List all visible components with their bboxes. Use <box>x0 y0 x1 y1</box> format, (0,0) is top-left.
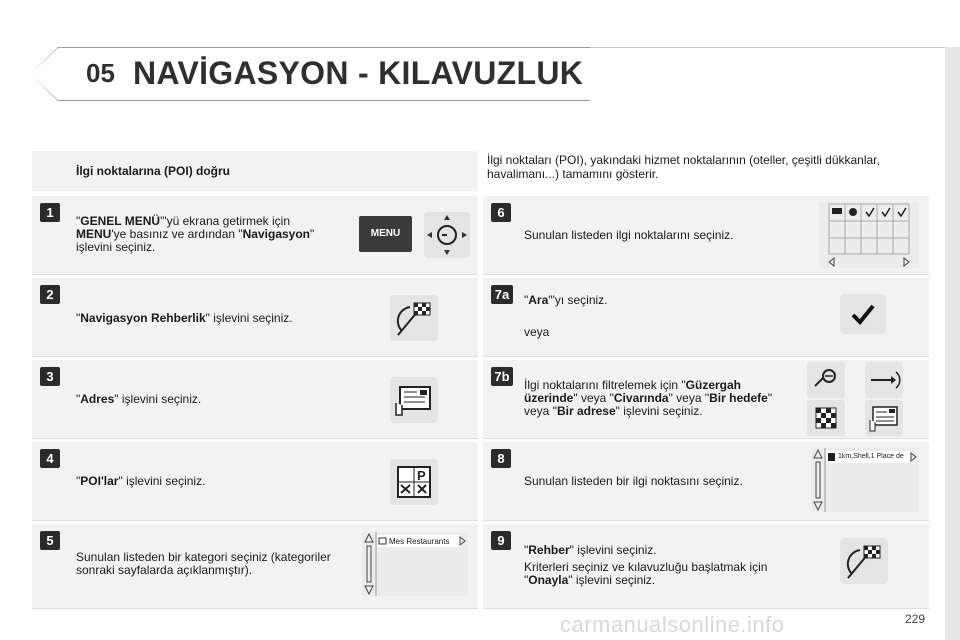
step-3 <box>32 360 478 439</box>
step-number: 5 <box>40 531 60 550</box>
step-2 <box>32 278 478 357</box>
step-text: Sunulan listeden ilgi noktalarını seçiniz. <box>524 228 734 242</box>
step-text: Sunulan listeden bir ilgi noktasını seçiniz. <box>524 474 743 488</box>
nearby-flag-icon <box>807 400 845 436</box>
category-item: Mes Restaurants <box>389 537 450 546</box>
poi-list-item: 1km,Shell,1 Place de <box>838 453 904 460</box>
checkmark-icon <box>840 294 886 334</box>
step-text: "Rehber" işlevini seçiniz. <box>524 543 657 557</box>
step-text: İlgi noktalarını filtrelemek için "Güzergah üzerinde" veya "Civarında" veya "Bir hedefe" veya "Bir adrese" işlevini seçiniz. <box>524 378 773 418</box>
header-rule <box>590 47 945 48</box>
poi-grid-screen <box>819 202 919 268</box>
chapter-number: 05 <box>86 58 115 88</box>
step-extra-text: Kriterleri seçiniz ve kılavuzluğu başlatmak için "Onayla" işlevini seçiniz. <box>524 560 768 587</box>
or-text: veya <box>524 325 550 339</box>
step-5 <box>32 524 478 609</box>
step-9 <box>483 524 929 609</box>
step-text: "Ara"'yı seçiniz. <box>524 293 608 307</box>
address-icon <box>865 400 903 436</box>
page-edge-strip <box>945 47 960 640</box>
step-number: 3 <box>40 367 60 386</box>
on-route-icon <box>807 362 845 398</box>
guidance-flag-icon <box>840 538 888 584</box>
step-number: 9 <box>491 531 511 550</box>
guidance-flag-icon <box>390 295 438 341</box>
step-1 <box>32 196 478 275</box>
step-text: Sunulan listeden bir kategori seçiniz (kategoriler sonraki sayfalarda açıklanmıştır). <box>76 550 331 577</box>
step-7a <box>483 278 929 357</box>
step-4 <box>32 442 478 521</box>
step-text: "POI'lar" işlevini seçiniz. <box>76 474 206 488</box>
step-number: 2 <box>40 285 60 304</box>
poi-description: İlgi noktaları (POI), yakındaki hizmet noktalarının (oteller, çeşitli dükkanlar, havalimanı...) tamamını gösterir. <box>487 153 880 181</box>
address-keyboard-icon <box>390 377 438 423</box>
step-6 <box>483 196 929 275</box>
destination-arrow-icon <box>865 362 903 398</box>
step-number: 6 <box>491 203 511 222</box>
svg-text:P: P <box>417 468 426 483</box>
step-number: 8 <box>491 449 511 468</box>
page-title: NAVİGASYON - KILAVUZLUK <box>133 55 584 91</box>
step-number: 7b <box>491 367 513 386</box>
poi-icon <box>390 459 438 505</box>
joystick-icon <box>424 212 470 258</box>
page-number: 229 <box>905 612 926 626</box>
step-7b <box>483 360 929 439</box>
poi-heading: İlgi noktalarına (POI) doğru <box>76 164 231 178</box>
poi-list-screen <box>811 448 919 512</box>
step-text: "GENEL MENÜ"'yü ekrana getirmek için MENU'ye basınız ve ardından "Navigasyon" işlevini seçiniz. <box>76 214 315 254</box>
menu-button-icon: MENU <box>359 216 412 252</box>
step-number: 1 <box>40 203 60 222</box>
step-8 <box>483 442 929 521</box>
step-text: "Navigasyon Rehberlik" işlevini seçiniz. <box>76 311 293 325</box>
watermark: carmanualsonline.info <box>560 612 785 637</box>
step-number: 4 <box>40 449 60 468</box>
step-number: 7a <box>491 285 513 304</box>
step-text: "Adres" işlevini seçiniz. <box>76 392 202 406</box>
category-list-screen <box>362 532 468 596</box>
